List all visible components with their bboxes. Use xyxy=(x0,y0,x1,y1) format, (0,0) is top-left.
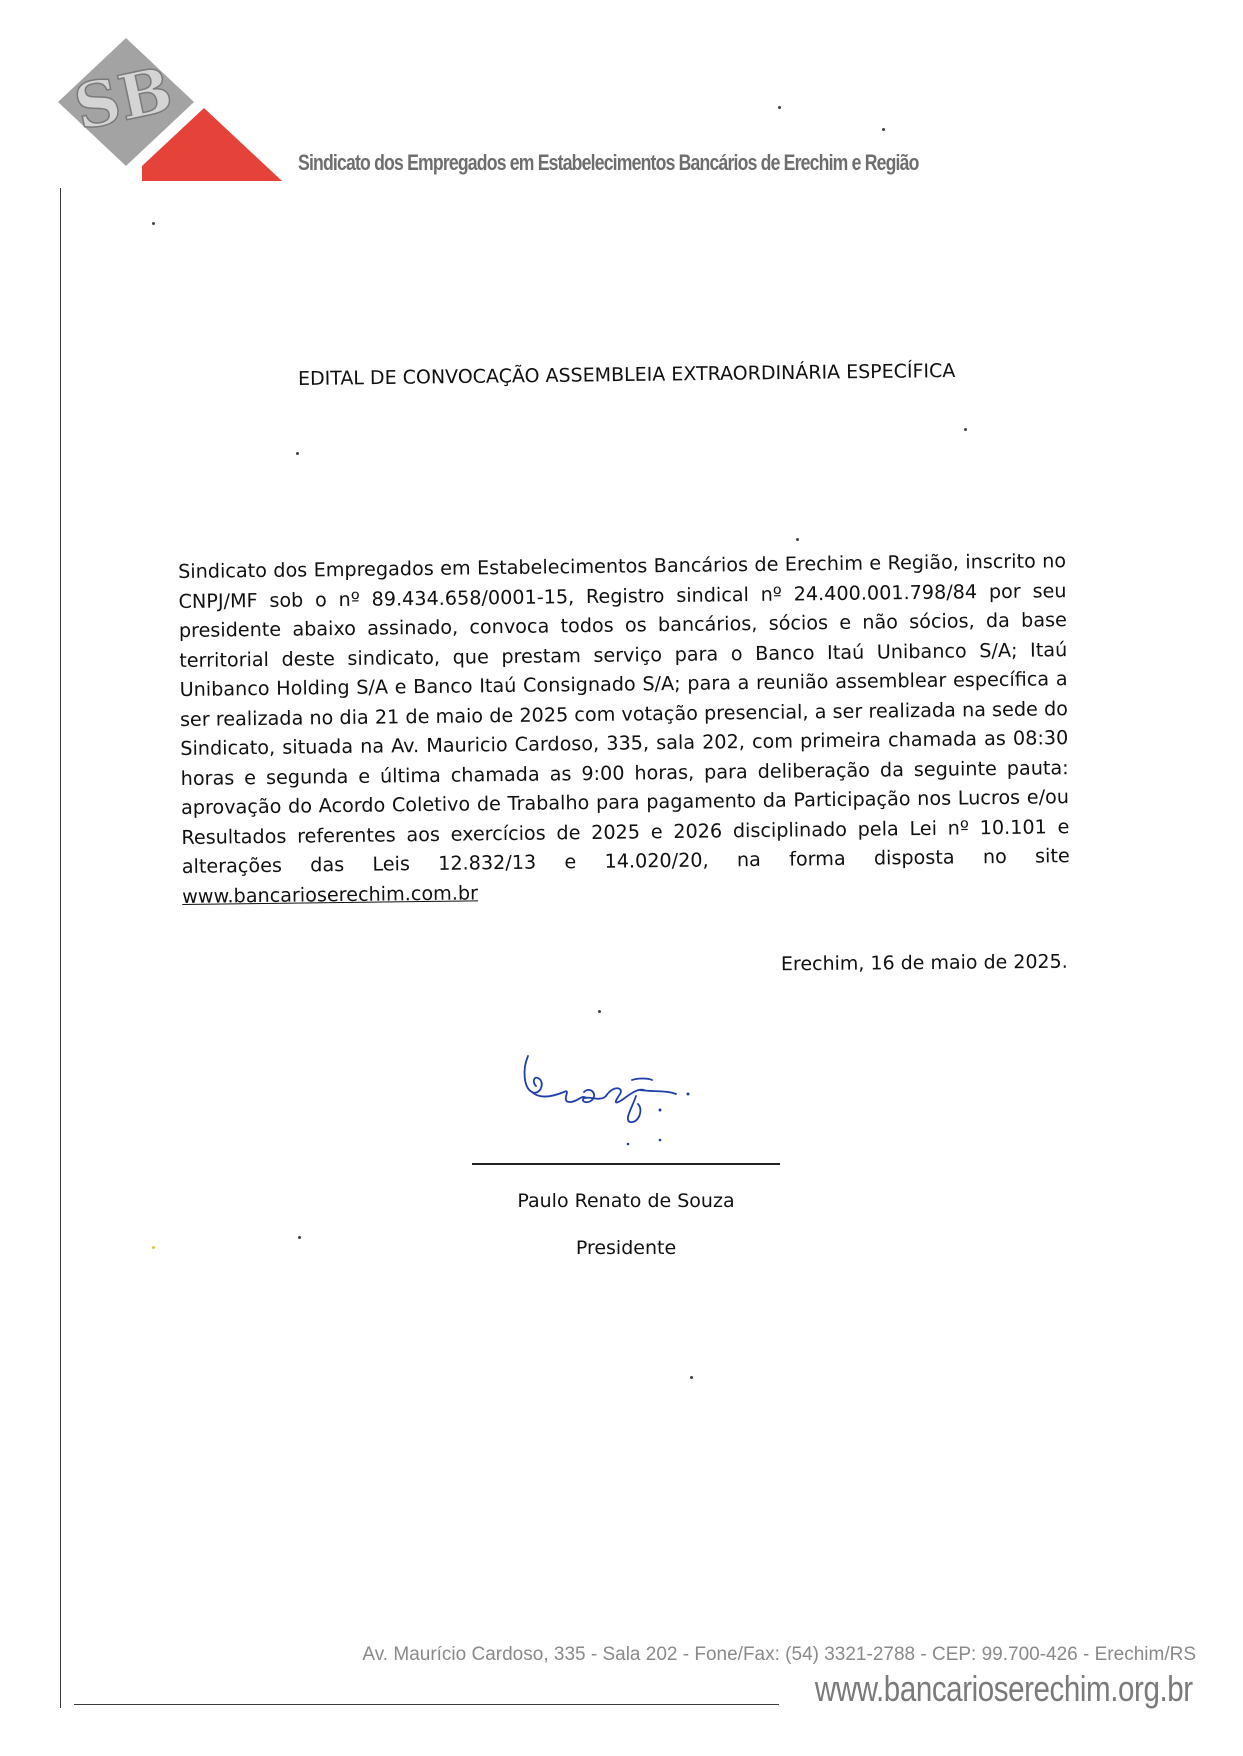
signature-line xyxy=(472,1163,780,1165)
signer-role: Presidente xyxy=(575,1237,677,1259)
footer-address: Av. Maurício Cardoso, 335 - Sala 202 - Fone/Fax: (54) 3321-2788 - CEP: 99.700-426 - Erechim/RS xyxy=(362,1644,1196,1665)
scan-speck xyxy=(598,1010,601,1013)
scan-speck xyxy=(882,128,885,131)
scan-speck xyxy=(298,1236,301,1239)
organization-name: Sindicato dos Empregados em Estabelecimentos Bancários de Erechim e Região xyxy=(298,150,919,175)
document-title: EDITAL DE CONVOCAÇÃO ASSEMBLEIA EXTRAORDINÁRIA ESPECÍFICA xyxy=(297,359,956,390)
scan-speck xyxy=(152,1246,155,1249)
footer-website: www.bancarioserechim.org.br xyxy=(815,1668,1193,1709)
date-line: Erechim, 16 de maio de 2025. xyxy=(781,950,1069,976)
website-link[interactable]: www.bancarioserechim.com.br xyxy=(182,880,479,908)
body-paragraph: Sindicato dos Empregados em Estabelecimentos Bancários de Erechim e Região, inscrito no CNPJ/MF sob o nº 89.434.658/0001-15, Registro sindical nº 24.400.001.798/84 por seu presidente abaixo assinado, convoca todos os bancários, sócios e não sócios, da base territorial deste sindicato, que prestam serviço para o Banco Itaú Unibanco S/A; Itaú Unibanco Holding S/A e Banco Itaú Consignado S/A; para a reunião assemblear específica a ser realizada no dia 21 de maio de 2025 com votação presencial, a ser realizada na sede do Sindicato, situada na Av. Mauricio Cardoso, 335, sala 202, com primeira chamada as 08:30 horas e segunda e última chamada as 9:00 horas, para deliberação da seguinte pauta: aprovação do Acordo Coletivo de Trabalho para pagamento da Participação nos Lucros e/ou Resultados referentes aos exercícios de 2025 e 2026 disciplinado pela Lei nº 10.101 e alterações das Leis 12.832/13 e 14.020/20, na forma disposta no site xyxy=(178,549,1070,878)
scan-speck xyxy=(296,452,299,455)
document-body xyxy=(178,546,1070,911)
footer-rule xyxy=(74,1704,779,1705)
scan-speck xyxy=(152,222,155,225)
scan-speck xyxy=(778,106,781,109)
union-logo xyxy=(58,38,282,190)
signer-name: Paulo Renato de Souza xyxy=(517,1190,735,1212)
logo-monogram: SB xyxy=(68,52,179,145)
scan-speck xyxy=(964,428,967,431)
page-left-edge xyxy=(60,188,61,1708)
scan-speck xyxy=(690,1376,693,1379)
scan-speck xyxy=(796,538,799,541)
handwritten-signature xyxy=(520,1048,730,1158)
